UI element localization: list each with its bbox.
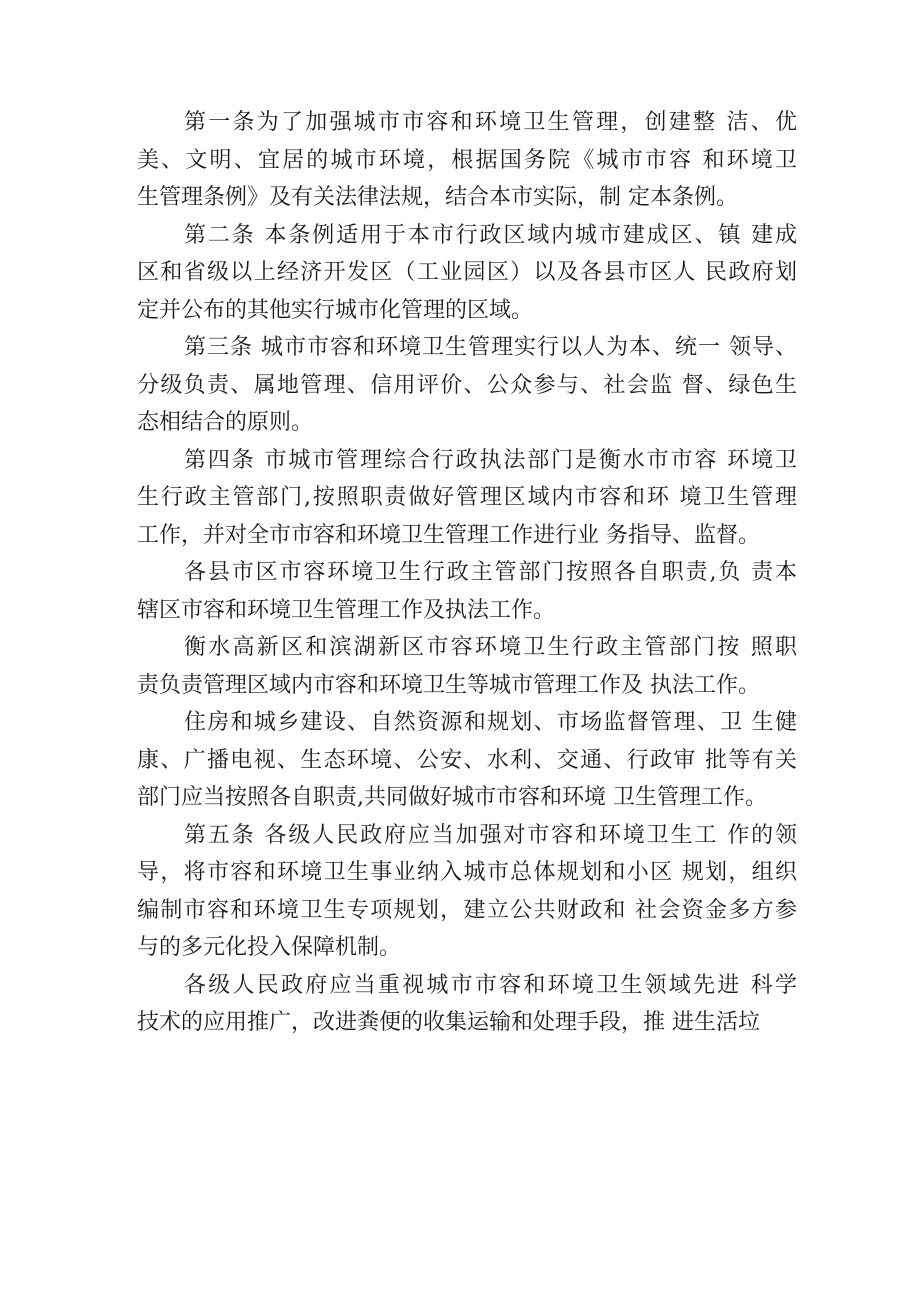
paragraph bbox=[137, 967, 797, 1042]
paragraph bbox=[137, 329, 797, 442]
text-line: 工作，并对全市市容和环境卫生管理工作进行业 务指导、监督。 bbox=[137, 522, 760, 548]
text-line: 康、广播电视、生态环境、公安、水利、交通、行政审 批等有关 bbox=[137, 747, 797, 773]
text-line: 生行政主管部门,按照职责做好管理区域内市容和环 境卫生管理 bbox=[137, 485, 797, 510]
text-line: 技术的应用推广，改进粪便的收集运输和处理手段，推 进生活垃 bbox=[137, 1010, 760, 1035]
paragraph bbox=[137, 629, 797, 704]
document-body bbox=[137, 104, 797, 1042]
text-line: 导，将市容和环境卫生事业纳入城市总体规划和小区 规划，组织 bbox=[137, 860, 797, 885]
paragraph bbox=[137, 704, 797, 817]
text-line: 生管理条例》及有关法律法规，结合本市实际，制 定本条例。 bbox=[137, 185, 738, 210]
text-line: 第一条为了加强城市市容和环境卫生管理，创建整 洁、优 bbox=[184, 110, 797, 135]
text-line: 部门应当按照各自职责,共同做好城市市容和环境 卫生管理工作。 bbox=[137, 785, 767, 810]
text-line: 第四条 市城市管理综合行政执法部门是衡水市市容 环境卫 bbox=[184, 447, 797, 473]
text-line: 责负责管理区域内市容和环境卫生等城市管理工作及 执法工作。 bbox=[137, 672, 760, 698]
text-line: 区和省级以上经济开发区（工业园区）以及各县市区人 民政府划 bbox=[137, 260, 797, 285]
paragraph bbox=[137, 442, 797, 555]
text-line: 编制市容和环境卫生专项规划，建立公共财政和 社会资金多方参 bbox=[137, 897, 797, 923]
paragraph bbox=[137, 554, 797, 629]
text-line: 第五条 各级人民政府应当加强对市容和环境卫生工 作的领 bbox=[184, 822, 797, 848]
text-line: 各级人民政府应当重视城市市容和环境卫生领域先进 科学 bbox=[184, 972, 797, 998]
paragraph bbox=[137, 817, 797, 967]
text-line: 辖区市容和环境卫生管理工作及执法工作。 bbox=[137, 597, 556, 623]
text-line: 分级负责、属地管理、信用评价、公众参与、社会监 督、绿色生 bbox=[137, 372, 797, 398]
text-line: 与的多元化投入保障机制。 bbox=[137, 935, 402, 960]
text-line: 态相结合的原则。 bbox=[137, 410, 314, 435]
paragraph bbox=[137, 104, 797, 217]
text-line: 各县市区市容环境卫生行政主管部门按照各自职责,负 责本 bbox=[184, 560, 797, 585]
text-line: 定并公布的其他实行城市化管理的区域。 bbox=[137, 297, 534, 323]
text-line: 第三条 城市市容和环境卫生管理实行以人为本、统一 领导、 bbox=[184, 335, 797, 360]
text-line: 住房和城乡建设、自然资源和规划、市场监督管理、卫 生健 bbox=[184, 710, 797, 735]
text-line: 美、文明、宜居的城市环境，根据国务院《城市市容 和环境卫 bbox=[137, 147, 797, 173]
paragraph bbox=[137, 217, 797, 330]
text-line: 第二条 本条例适用于本市行政区域内城市建成区、镇 建成 bbox=[184, 222, 797, 248]
text-line: 衡水高新区和滨湖新区市容环境卫生行政主管部门按 照职 bbox=[184, 635, 797, 660]
